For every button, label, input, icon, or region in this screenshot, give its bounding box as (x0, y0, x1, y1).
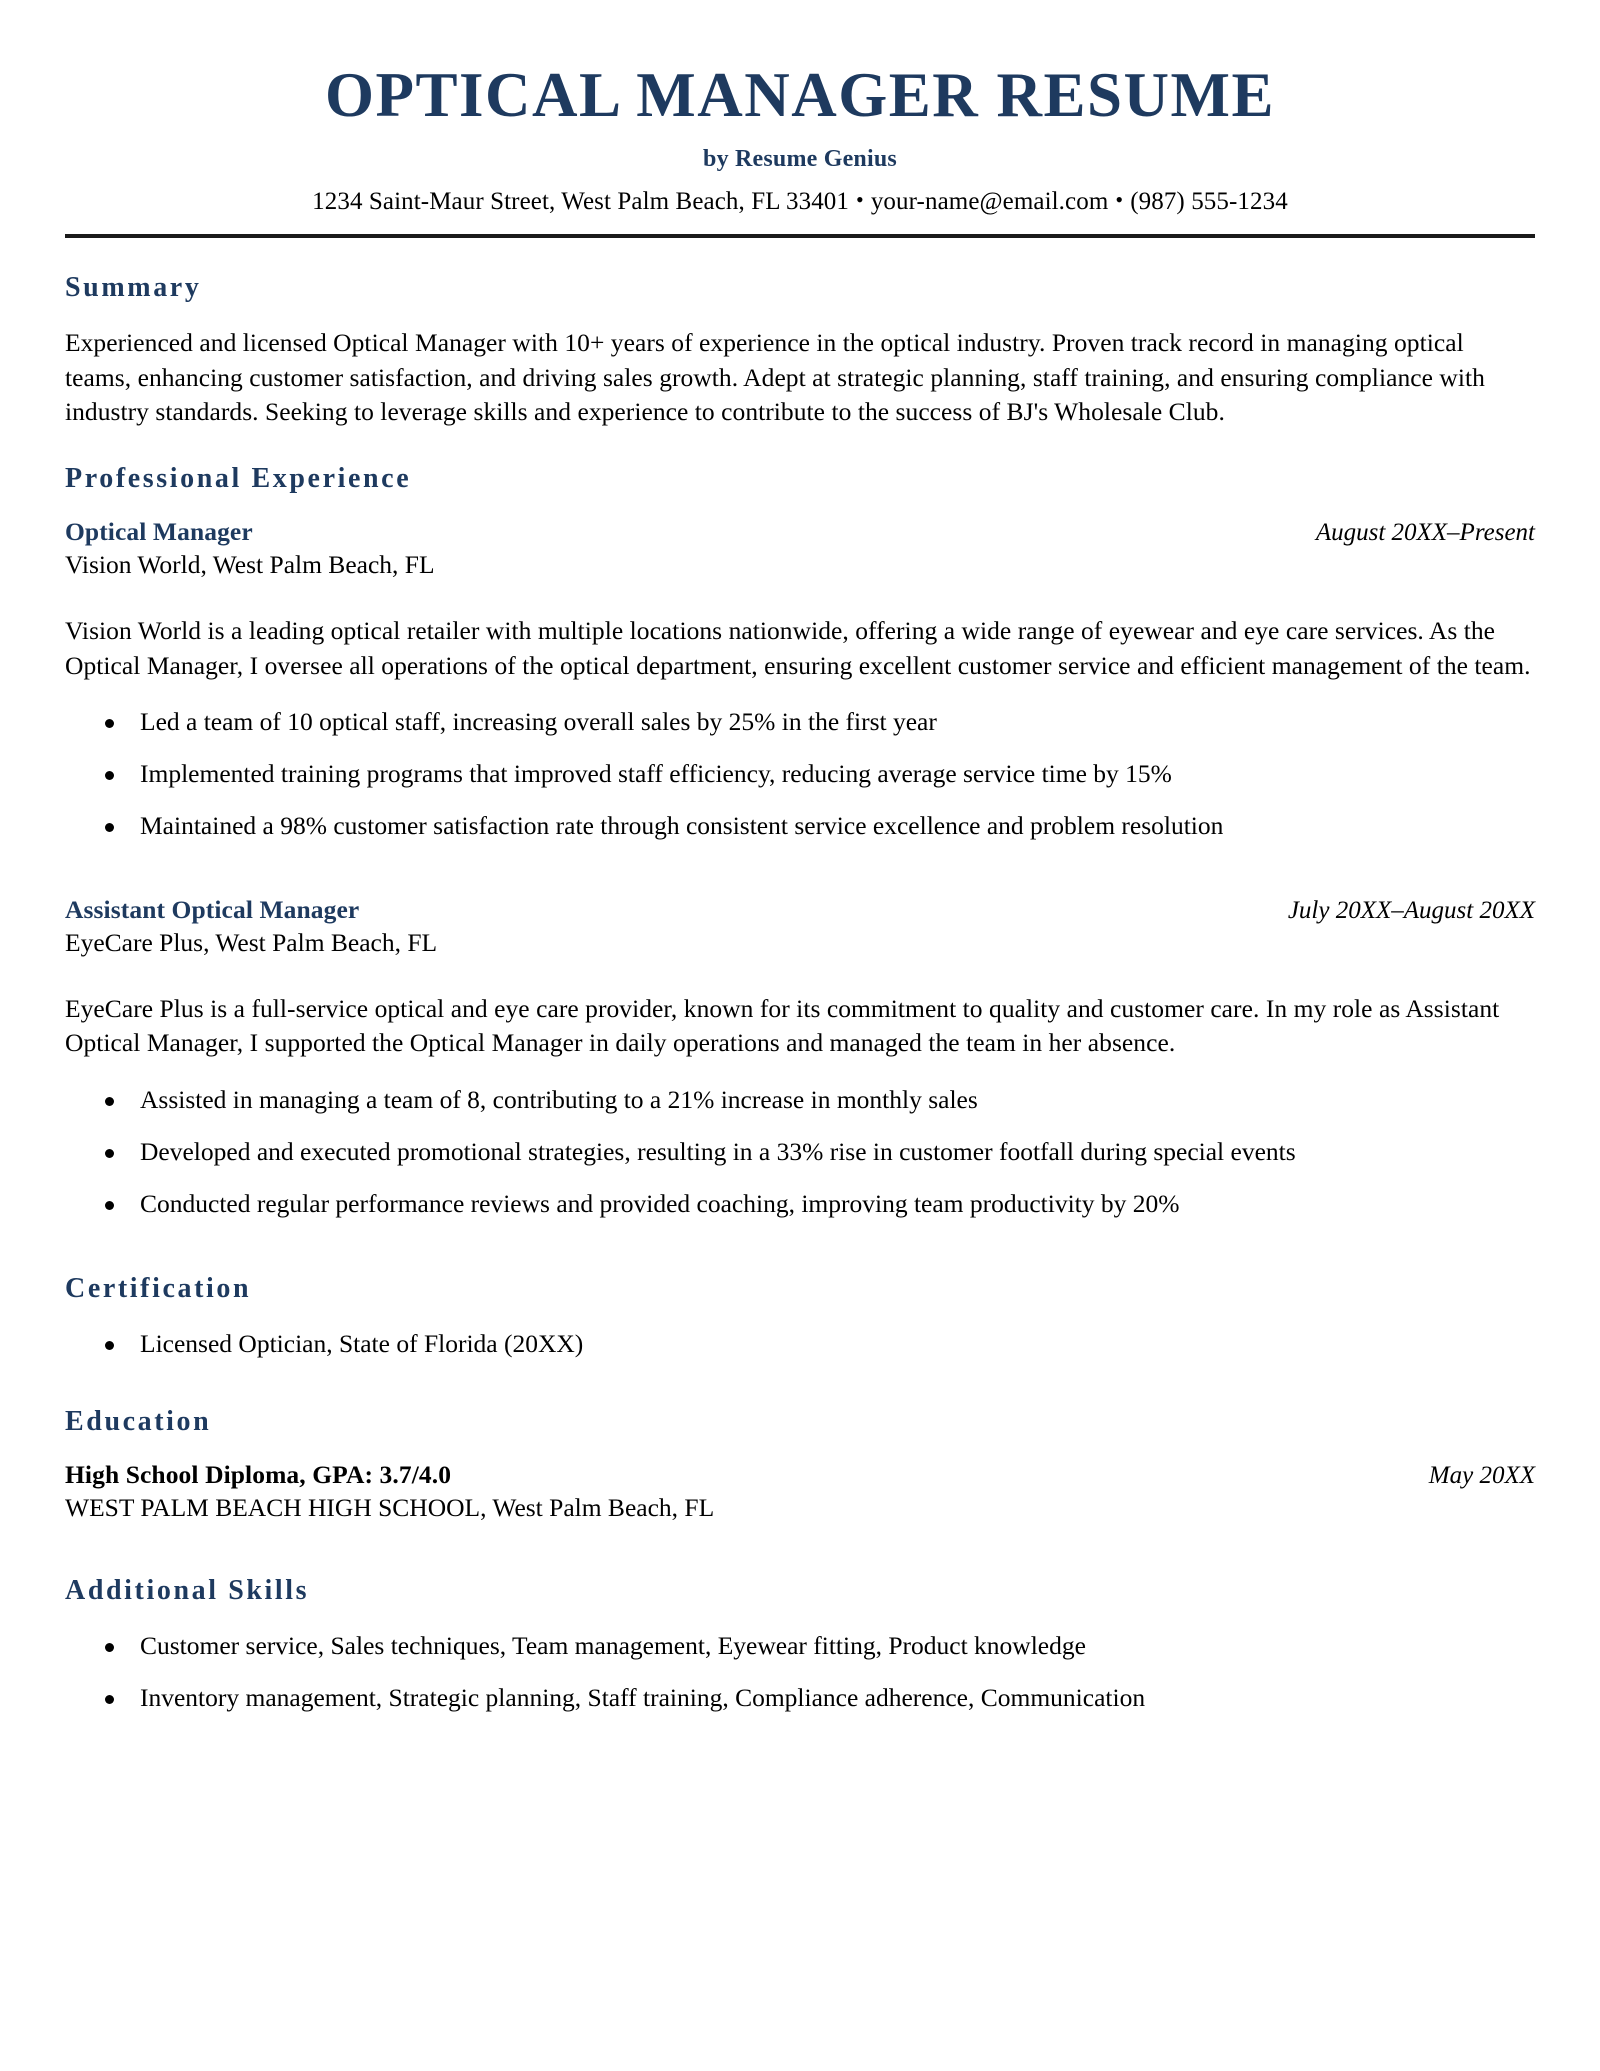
education-entry-header (65, 1460, 1535, 1490)
list-item: Assisted in managing a team of 8, contributing to a 21% increase in monthly sales (65, 1083, 1535, 1117)
job-bullet-list (65, 1083, 1535, 1221)
section-heading-education: Education (65, 1406, 212, 1438)
experience-entry (65, 517, 1535, 843)
section-heading-experience: Professional Experience (65, 463, 412, 495)
section-additional-skills (65, 1575, 1535, 1715)
summary-text: Experienced and licensed Optical Manager with 10+ years of experience in the optical industry. Proven track record in managing optical teams, enhancing customer satisfaction, and driving sales growth. Adept at strategic planning, staff training, and ensuring compliance with industry standards. Seeking to leverage skills and experience to contribute to the success of BJ's Wholesale Club. (65, 328, 1485, 426)
list-item: Customer service, Sales techniques, Team management, Eyewear fitting, Product knowledge (65, 1629, 1535, 1663)
list-item: Implemented training programs that improved staff efficiency, reducing average service time by 15% (65, 757, 1535, 791)
list-item: Inventory management, Strategic planning, Staff training, Compliance adherence, Communication (65, 1681, 1535, 1715)
contact-address: 1234 Saint-Maur Street, West Palm Beach, FL 33401 (312, 188, 850, 216)
resume-header (65, 0, 1535, 238)
job-date-range: August 20XX–Present (1315, 519, 1535, 547)
certification-bullet-list (65, 1327, 1535, 1361)
section-heading-summary: Summary (65, 272, 202, 304)
job-title: Assistant Optical Manager (65, 894, 360, 924)
job-date-range: July 20XX–August 20XX (1287, 896, 1535, 924)
list-item: Maintained a 98% customer satisfaction rate through consistent service excellence and problem resolution (65, 809, 1535, 843)
job-description: EyeCare Plus is a full-service optical and eye care provider, known for its commitment to quality and customer care. In my role as Assistant Optical Manager, I supported the Optical Manager in daily operations and managed the team in her absence. (65, 993, 1500, 1058)
list-item: Licensed Optician, State of Florida (20XX) (65, 1327, 1535, 1361)
bullet-separator-icon: • (856, 187, 864, 213)
list-item: Led a team of 10 optical staff, increasing overall sales by 25% in the first year (65, 705, 1535, 739)
education-entry (65, 1460, 1535, 1523)
header-divider (65, 234, 1535, 238)
contact-phone: (987) 555-1234 (1130, 188, 1288, 216)
list-item: Conducted regular performance reviews and provided coaching, improving team productivity by 20% (65, 1187, 1535, 1221)
list-item: Developed and executed promotional strategies, resulting in a 33% rise in customer footfall during special events (65, 1135, 1535, 1169)
page-bottom-spacer (65, 1715, 1535, 1785)
job-description: Vision World is a leading optical retailer with multiple locations nationwide, offering a wide range of eyewear and eye care services. As the Optical Manager, I oversee all operations of the optical department, ensuring excellent customer service and efficient management of the team. (65, 616, 1531, 680)
section-experience (65, 463, 1535, 1220)
experience-entry-header (65, 895, 1535, 925)
degree-title: High School Diploma, GPA: 3.7/4.0 (65, 1460, 452, 1490)
section-summary (65, 272, 1535, 429)
section-heading-certification: Certification (65, 1272, 252, 1304)
school-name-location: WEST PALM BEACH HIGH SCHOOL, West Palm Beach, FL (65, 1493, 715, 1523)
job-company-location: Vision World, West Palm Beach, FL (65, 550, 435, 580)
skills-bullet-list (65, 1629, 1535, 1715)
experience-entry (65, 895, 1535, 1221)
job-bullet-list (65, 705, 1535, 843)
job-company-location: EyeCare Plus, West Palm Beach, FL (65, 927, 438, 957)
education-date: May 20XX (1428, 1462, 1535, 1490)
contact-line (65, 187, 1535, 216)
job-title: Optical Manager (65, 517, 253, 547)
bullet-separator-icon: • (1115, 187, 1124, 213)
contact-email[interactable]: your-name@email.com (870, 188, 1109, 216)
byline: by Resume Genius (703, 146, 897, 173)
experience-entry-header (65, 517, 1535, 547)
page-title: OPTICAL MANAGER RESUME (324, 60, 1276, 130)
section-certification (65, 1273, 1535, 1361)
section-education (65, 1406, 1535, 1523)
section-heading-additional-skills: Additional Skills (65, 1575, 310, 1607)
